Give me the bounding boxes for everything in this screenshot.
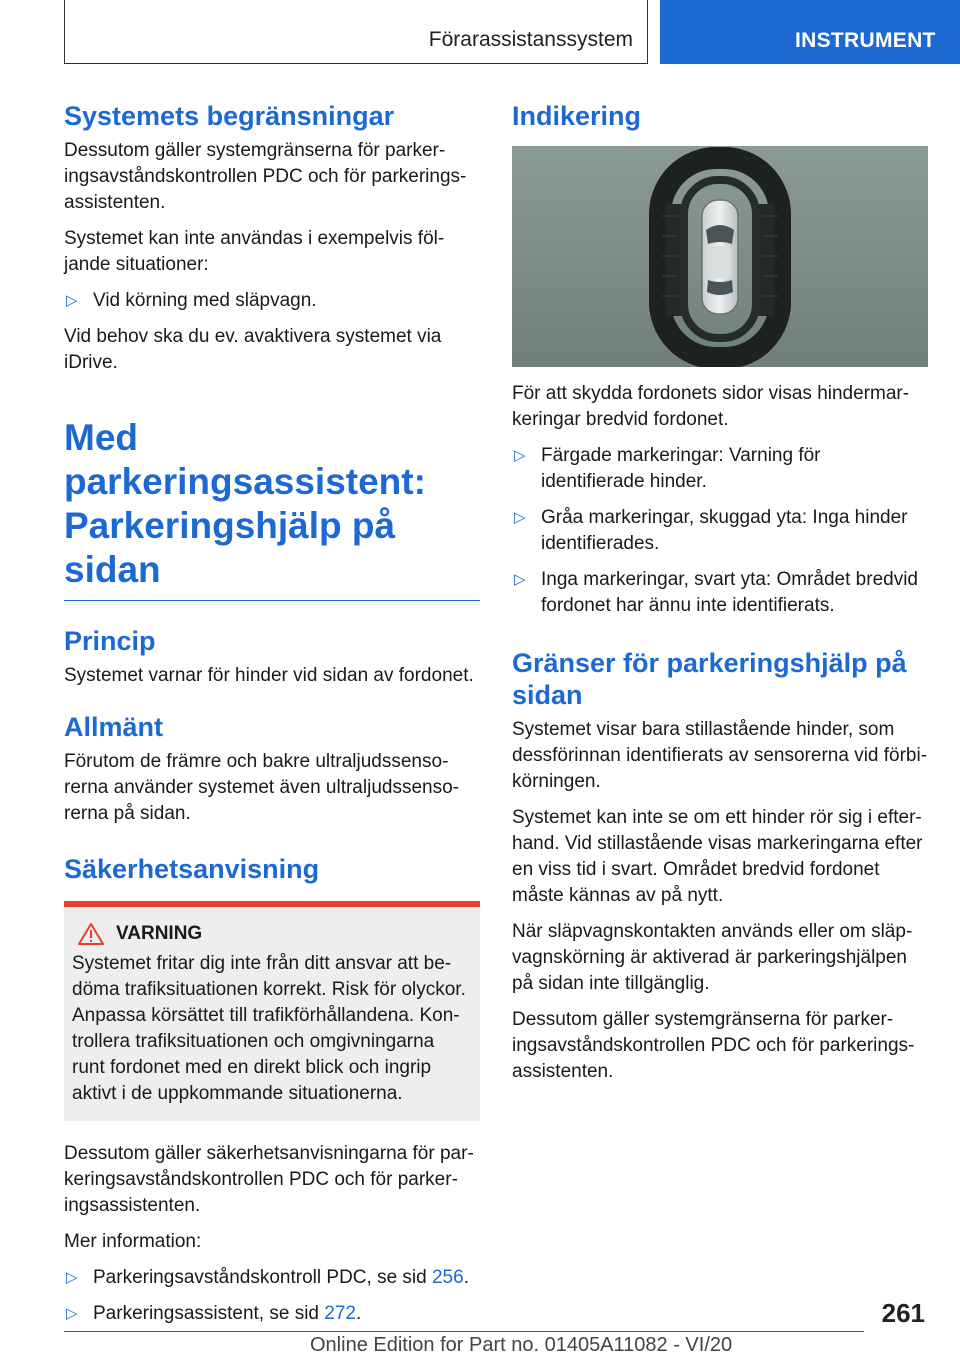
reference-parking-assistant-text: Parkeringsassistent, se sid xyxy=(93,1303,325,1324)
warning-box xyxy=(64,901,480,1121)
borders-paragraph-2: Systemet kan inte se om ett hinder rör sig i efterhand. Vid stillastående visas markeringarna efter en viss tid i svart. Området bredvid fordonet måste kännas av på nytt. xyxy=(512,807,923,906)
bullet-triangle-icon: ▷ xyxy=(514,447,526,464)
period: . xyxy=(355,1303,362,1324)
borders-paragraph-3: När släpvagnskontakten används eller om släpvagnskörning är aktiverad är parkeringshjälpen på sidan inte tillgänglig. xyxy=(512,921,913,994)
warning-text: Systemet fritar dig inte från ditt ansvar att bedöma trafiksituationen korrekt. Risk för olyckor. Anpassa körsättet till trafikförhållandena. Kontrollera trafiksituationen och omgivningarna runt fordonet med en direkt blick och ingrip aktivt i de uppkommande situationerna. xyxy=(72,953,466,1104)
list-item xyxy=(512,567,928,619)
warning-triangle-icon xyxy=(78,923,104,945)
left-column xyxy=(64,100,480,1337)
indication-bullet-none: Inga markeringar, svart yta: Området bredvid fordonet har ännu inte identifierats. xyxy=(541,569,918,616)
chapter-title xyxy=(64,416,480,601)
indication-paragraph: För att skydda fordonets sidor visas hindermarkeringar bredvid fordonet. xyxy=(512,383,910,430)
bullet-triangle-icon: ▷ xyxy=(514,571,526,588)
indication-bullet-colored: Färgade markeringar: Varning för identifierade hinder. xyxy=(541,445,821,492)
header-section-title: Förarassistanssystem xyxy=(428,28,633,51)
limits-bullet-trailer: Vid körning med släpvagn. xyxy=(93,290,317,311)
warning-title: VARNING xyxy=(116,923,203,944)
bullet-triangle-icon: ▷ xyxy=(66,1269,78,1286)
limits-paragraph-3: Vid behov ska du ev. avaktivera systemet via iDrive. xyxy=(64,326,442,373)
reference-pdc-page-link[interactable]: 256 xyxy=(431,1267,464,1288)
chapter-title-line-1: Med parkeringsassistent: xyxy=(64,417,426,502)
page-number: 261 xyxy=(881,1298,925,1328)
list-item xyxy=(512,443,928,495)
footer-edition: Online Edition for Part no. 01405A11082 - VI/20 xyxy=(310,1334,733,1356)
more-info-label: Mer information: xyxy=(64,1231,202,1252)
borders-paragraph-4: Dessutom gäller systemgränserna för parkeringsavståndskontrollen PDC och för parkeringsassistenten. xyxy=(512,1009,915,1082)
reference-pdc-text: Parkeringsavståndskontroll PDC, se sid xyxy=(93,1267,432,1288)
limits-paragraph-2: Systemet kan inte användas i exempelvis följande situationer: xyxy=(64,228,445,275)
list-item xyxy=(64,1301,480,1327)
list-item xyxy=(64,288,480,314)
footer-divider xyxy=(64,1331,864,1332)
heading-indication: Indikering xyxy=(512,101,642,131)
principle-paragraph: Systemet varnar för hinder vid sidan av fordonet. xyxy=(64,665,474,686)
warning-header xyxy=(78,923,472,945)
header-section-box xyxy=(64,0,648,64)
heading-side-assist-limits: Gränser för parkeringshjälp på sidan xyxy=(512,648,907,710)
right-column xyxy=(512,100,928,1095)
borders-paragraph-1: Systemet visar bara stillastående hinder, som dessförinnan identifierats av sensorerna vid förbikörningen. xyxy=(512,719,928,792)
chapter-title-line-2: Parkeringshjälp på sidan xyxy=(64,505,396,590)
heading-general: Allmänt xyxy=(64,712,164,742)
bullet-triangle-icon: ▷ xyxy=(66,292,78,309)
list-item xyxy=(512,505,928,557)
list-item xyxy=(64,1265,480,1291)
car-top-view-image xyxy=(512,146,928,367)
header-chapter-label: INSTRUMENT xyxy=(795,29,936,52)
general-paragraph: Förutom de främre och bakre ultraljudssensorerna använder systemet även ultraljudssensorerna på sidan. xyxy=(64,751,459,824)
safety-paragraph: Dessutom gäller säkerhetsanvisningarna för parkeringsavståndskontrollen PDC och för parkeringsassistenten. xyxy=(64,1143,474,1216)
header-chapter-tab xyxy=(660,0,960,64)
reference-parking-assistant-page-link[interactable]: 272 xyxy=(324,1303,356,1324)
heading-system-limits: Systemets begränsningar xyxy=(64,101,395,131)
heading-safety: Säkerhetsanvisning xyxy=(64,854,320,884)
limits-paragraph-1: Dessutom gäller systemgränserna för parkeringsavståndskontrollen PDC och för parkeringsassistenten. xyxy=(64,140,467,213)
indication-bullet-grey: Gråa markeringar, skuggad yta: Inga hinder identifierades. xyxy=(541,507,908,554)
heading-principle: Princip xyxy=(64,626,156,656)
bullet-triangle-icon: ▷ xyxy=(514,509,526,526)
bullet-triangle-icon: ▷ xyxy=(66,1305,78,1322)
period: . xyxy=(463,1267,469,1288)
parking-display-illustration xyxy=(512,146,928,367)
